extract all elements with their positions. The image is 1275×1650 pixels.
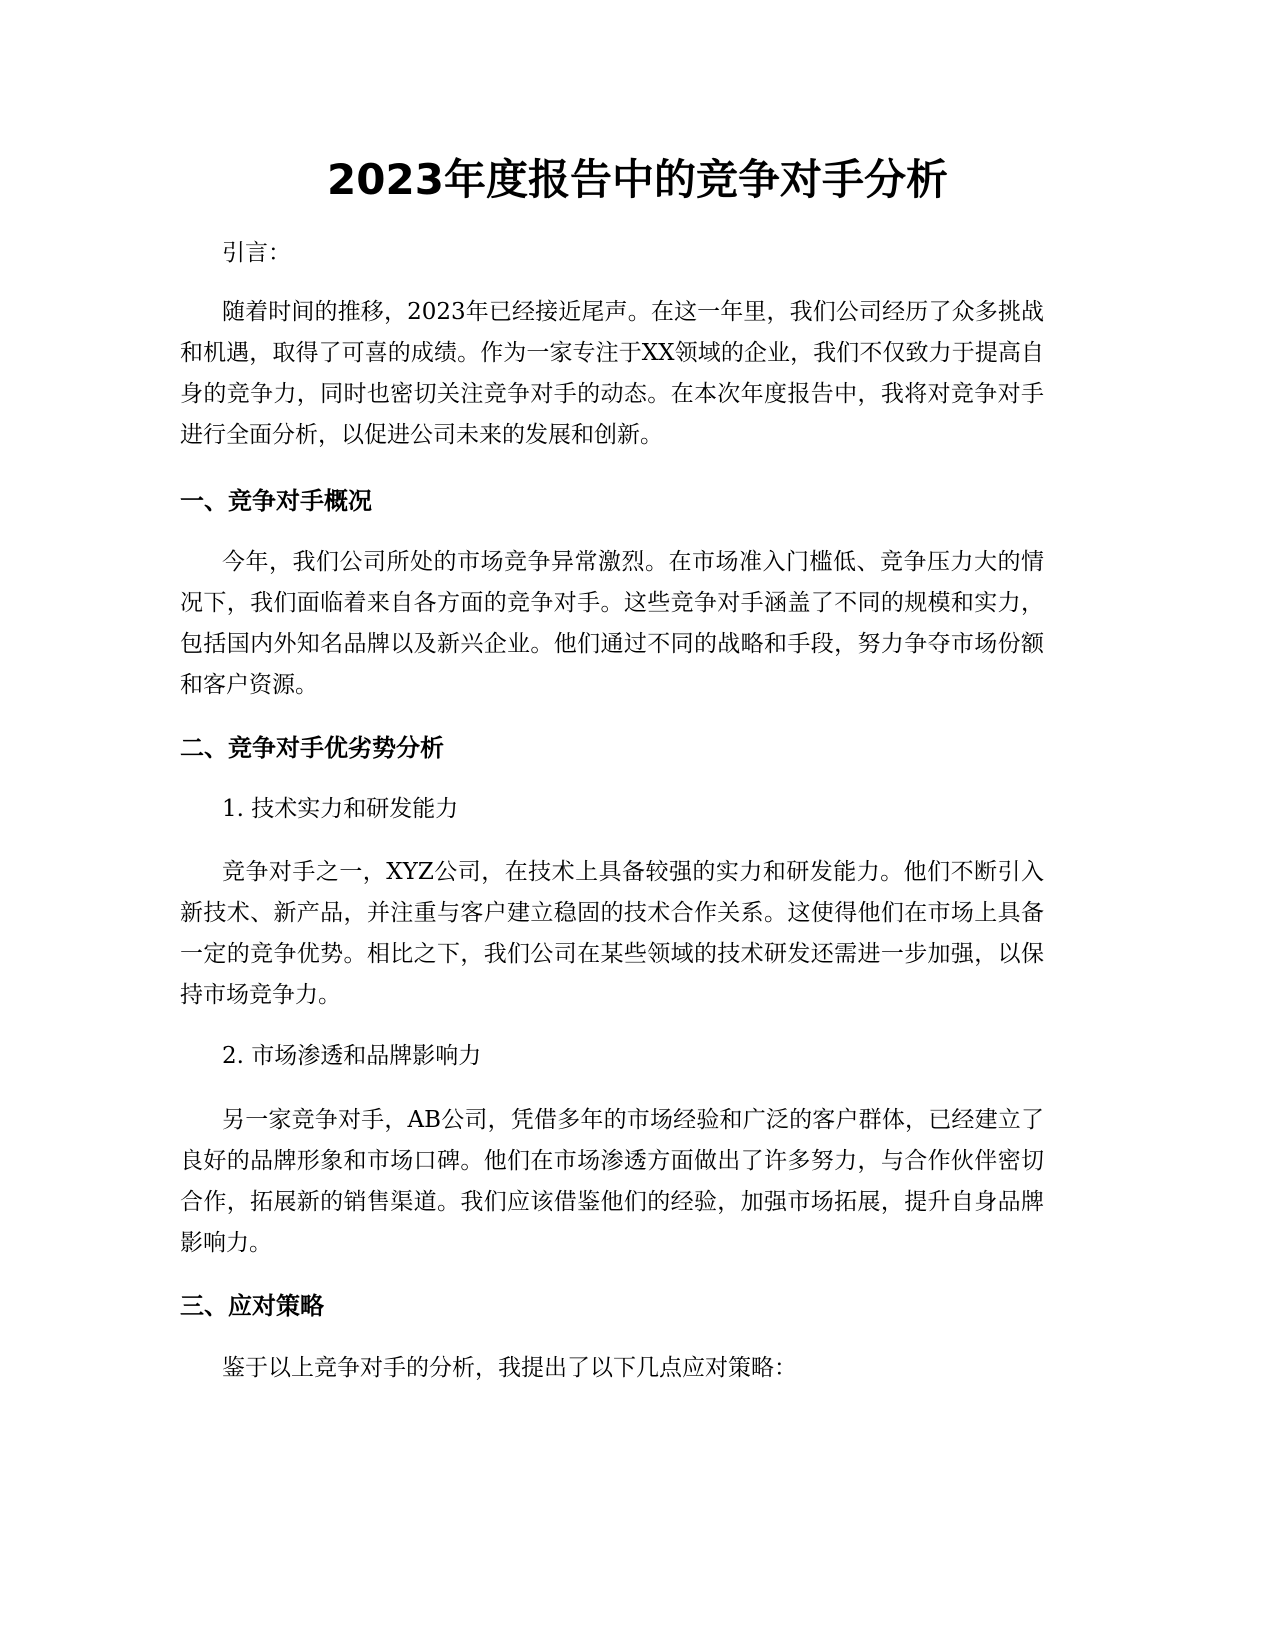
tech-paragraph: 竞争对手之一，XYZ公司，在技术上具备较强的实力和研发能力。他们不断引入新技术、新产品，并注重与客户建立稳固的技术合作关系。这使得他们在市场上具备一定的竞争优势。相比之下，我们公司在某些领域的技术研发还需进一步加强，以保持市场竞争力。 xyxy=(180,859,1044,1008)
subsection-title-market: 2. 市场渗透和品牌影响力 xyxy=(222,1043,482,1069)
market-paragraph: 另一家竞争对手，AB公司，凭借多年的市场经验和广泛的客户群体，已经建立了良好的品牌形象和市场口碑。他们在市场渗透方面做出了许多努力，与合作伙伴密切合作，拓展新的销售渠道。我们应该借鉴他们的经验，加强市场拓展，提升自身品牌影响力。 xyxy=(180,1107,1044,1256)
strategy-paragraph: 鉴于以上竞争对手的分析，我提出了以下几点应对策略： xyxy=(222,1355,797,1381)
section-heading-overview: 一、竞争对手概况 xyxy=(180,487,372,515)
intro-label: 引言： xyxy=(222,240,291,266)
section-heading-strategy: 三、应对策略 xyxy=(180,1292,324,1320)
subsection-title-tech: 1. 技术实力和研发能力 xyxy=(222,796,459,822)
document-title: 2023年度报告中的竞争对手分析 xyxy=(327,155,948,204)
overview-paragraph: 今年，我们公司所处的市场竞争异常激烈。在市场准入门槛低、竞争压力大的情况下，我们面临着来自各方面的竞争对手。这些竞争对手涵盖了不同的规模和实力，包括国内外知名品牌以及新兴企业。他们通过不同的战略和手段，努力争夺市场份额和客户资源。 xyxy=(180,549,1044,698)
intro-paragraph: 随着时间的推移，2023年已经接近尾声。在这一年里，我们公司经历了众多挑战和机遇，取得了可喜的成绩。作为一家专注于XX领域的企业，我们不仅致力于提高自身的竞争力，同时也密切关注竞争对手的动态。在本次年度报告中，我将对竞争对手进行全面分析，以促进公司未来的发展和创新。 xyxy=(180,299,1044,448)
section-heading-swot: 二、竞争对手优劣势分析 xyxy=(180,734,444,762)
